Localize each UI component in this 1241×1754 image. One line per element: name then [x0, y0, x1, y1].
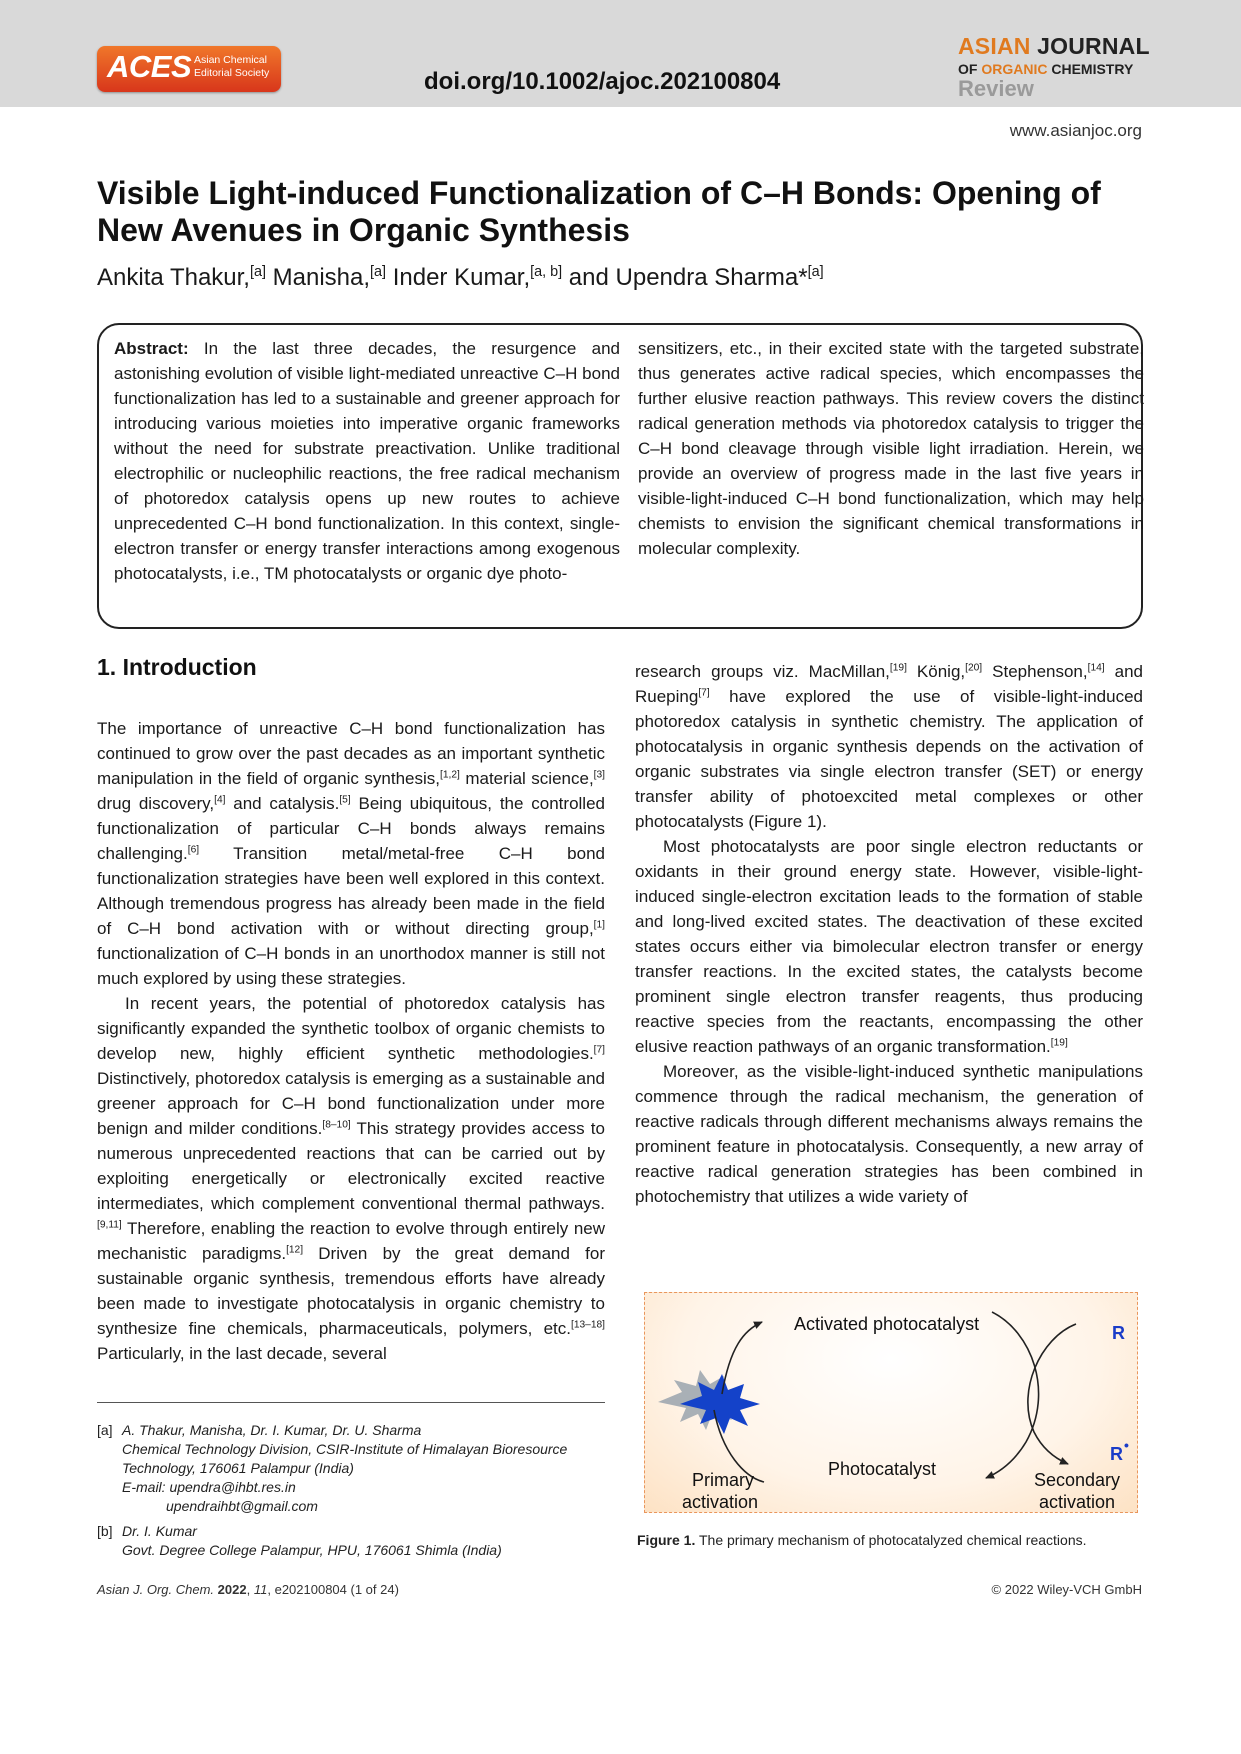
author-name: and Upendra Sharma* — [568, 264, 808, 291]
footer-volume: 11 — [253, 1582, 268, 1597]
doi-link[interactable]: doi.org/10.1002/ajoc.202100804 — [424, 68, 781, 95]
footnote-line[interactable]: upendraihbt@gmail.com — [166, 1498, 318, 1514]
footer-citation: Asian J. Org. Chem. 2022, 11, e202100804 (1 of 24) — [97, 1582, 399, 1597]
body-paragraph: Moreover, as the visible-light-induced synthetic manipulations commence through the radical mechanism, the generation of reactive radicals through different mechanisms always remains the prominent feature in photocatalysis. Consequently, a new array of reactive radical generation strategies has been combined in photochemistry that utilizes a wide variety of — [635, 1062, 1143, 1206]
article-type: Review — [958, 76, 1034, 101]
author-affiliation-marker: [a] — [807, 264, 824, 280]
label-photocatalyst: Photocatalyst — [828, 1459, 937, 1479]
affiliation-footnote — [97, 1522, 605, 1560]
light-burst-blue-icon — [680, 1374, 760, 1434]
journal-word-of: OF — [958, 61, 978, 77]
citation-ref[interactable]: [5] — [339, 794, 351, 806]
author-affiliation-marker: [a] — [370, 264, 387, 280]
citation-ref[interactable]: [8–10] — [322, 1119, 351, 1131]
citation-ref[interactable]: [13–18] — [571, 1319, 605, 1331]
footnote-tag: [b] — [97, 1523, 113, 1539]
affiliation-footnotes — [97, 1421, 605, 1566]
figure-1-diagram — [644, 1292, 1138, 1513]
aces-logo-subtitle — [194, 54, 269, 80]
journal-word-asian: ASIAN — [958, 33, 1031, 59]
author-name: Inder Kumar, — [392, 264, 531, 291]
label-secondary-activation: activation — [1039, 1492, 1116, 1512]
citation-ref[interactable]: [9,11] — [97, 1219, 122, 1231]
footer-journal: Asian J. Org. Chem. — [97, 1582, 215, 1597]
footer-year: 2022 — [217, 1582, 247, 1597]
footnote-line: Chemical Technology Division, CSIR-Institute of Himalayan Bioresource Technology, 176061 Palampur (India) — [122, 1441, 568, 1476]
figure-caption-label: Figure 1. — [637, 1532, 696, 1548]
citation-ref[interactable]: [1] — [593, 919, 605, 931]
author-name: Manisha, — [272, 264, 371, 291]
author-name: Ankita Thakur, — [97, 264, 250, 291]
footnote-line: Dr. I. Kumar — [122, 1523, 197, 1539]
aces-subtitle-line2: Editorial Society — [194, 67, 270, 79]
citation-ref[interactable]: [6] — [187, 844, 200, 856]
body-right-column — [635, 659, 1143, 1209]
label-primary-activation: activation — [682, 1492, 759, 1512]
journal-url[interactable]: www.asianjoc.org — [1009, 121, 1142, 140]
citation-ref[interactable]: [7] — [593, 1044, 605, 1056]
article-title: Visible Light-induced Functionalization of C–H Bonds: Opening of New Avenues in Organic Synthesis — [97, 175, 1101, 248]
excitation-arrow — [722, 1322, 762, 1394]
substrate-arc — [1028, 1324, 1076, 1464]
citation-ref[interactable]: [4] — [214, 794, 226, 806]
section-heading-introduction: 1. Introduction — [97, 654, 257, 680]
author-list — [97, 264, 824, 292]
footnote-line: A. Thakur, Manisha, Dr. I. Kumar, Dr. U. Sharma — [122, 1422, 422, 1438]
figure-caption-text: The primary mechanism of photocatalyzed chemical reactions. — [699, 1532, 1087, 1548]
journal-word-journal: JOURNAL — [1037, 33, 1150, 59]
abstract-label: Abstract: — [114, 339, 189, 358]
footnote-line[interactable]: E-mail: upendra@ihbt.res.in — [122, 1479, 296, 1495]
label-secondary: Secondary — [1034, 1470, 1121, 1490]
footnote-divider — [97, 1402, 605, 1403]
citation-ref[interactable]: [14] — [1087, 662, 1105, 674]
body-paragraph: Most photocatalysts are poor single electron reductants or oxidants in their ground energy state. However, visible-light-induced single-electron excitation leads to the formation of stable and long-lived excited states. The deactivation of these excited states occurs either via bimolecular electron transfer or energy transfer reactions. In the excited states, the catalysts become prominent single electron transfer reagents, thus producing reactive species from the reactants, encompassing the other elusive reaction pathways of an organic transformation.[19] — [635, 837, 1143, 1056]
body-left-column — [97, 716, 605, 1366]
label-activated-photocatalyst: Activated photocatalyst — [794, 1314, 980, 1334]
journal-word-organic: ORGANIC — [981, 61, 1048, 77]
label-R: R — [1112, 1323, 1125, 1343]
label-primary: Primary — [692, 1470, 754, 1490]
body-paragraph: research groups viz. MacMillan,[19] König,[20] Stephenson,[14] and Rueping[7] have explored the use of visible-light-induced photoredox catalysis in synthetic chemistry. The application of photocatalysis in organic synthesis depends on the activation of organic substrates via single electron transfer (SET) or energy transfer ability of photoexcited metal complexes or other photocatalysts (Figure 1). — [635, 662, 1143, 831]
citation-ref[interactable]: [7] — [698, 687, 710, 699]
footnote-tag: [a] — [97, 1422, 113, 1438]
citation-ref[interactable]: [1,2] — [440, 769, 460, 781]
abstract-right-column: sensitizers, etc., in their excited state with the targeted substrate, thus generates active radical species, which encompasses the further elusive reaction pathways. This review covers the distinct radical generation methods via photoredox catalysis to trigger the C–H bond cleavage through visible light irradiation. Herein, we provide an overview of progress made in the last five years in visible-light-induced C–H bond functionalization, which may help chemists to envision the significant chemical transformations in molecular complexity. — [638, 339, 1144, 558]
author-affiliation-marker: [a] — [249, 264, 266, 280]
citation-ref[interactable]: [20] — [965, 662, 983, 674]
figure-1-caption — [637, 1532, 1087, 1548]
abstract-text-left: In the last three decades, the resurgence and astonishing evolution of visible light-mediated unreactive C–H bond functionalization has led to a sustainable and greener approach for introducing various moieties into imperative organic frameworks without the need for substrate preactivation. Unlike traditional electrophilic or nucleophilic reactions, the free radical mechanism of photoredox catalysis opens up new routes to achieve unprecedented C–H bond functionalization. In this context, single-electron transfer or energy transfer interactions among exogenous photocatalysts, i.e., TM photocatalysts or organic dye photo- — [114, 339, 620, 583]
journal-logo-line1 — [958, 33, 1150, 60]
citation-ref[interactable]: [3] — [593, 769, 605, 781]
aces-logo[interactable] — [97, 46, 281, 92]
citation-ref[interactable]: [12] — [286, 1244, 304, 1256]
aces-subtitle-line1: Asian Chemical — [194, 54, 267, 66]
affiliation-footnote — [97, 1421, 605, 1516]
abstract-left-column — [114, 336, 620, 586]
body-paragraph: The importance of unreactive C–H bond functionalization has continued to grow over the past decades as an important synthetic manipulation in the field of organic synthesis,[1,2] material science,[3] drug discovery,[4] and catalysis.[5] Being ubiquitous, the controlled functionalization of particular C–H bonds always remains challenging.[6] Transition metal/metal-free C–H bond functionalization strategies have been well explored in this context. Although tremendous progress has already been made in the field of C–H bond activation with or without directing group,[1] functionalization of C–H bonds in an unorthodox manner is still not much explored by using these strategies. — [97, 719, 605, 988]
footer-copyright: © 2022 Wiley-VCH GmbH — [991, 1582, 1142, 1597]
catalyst-cycle-right-arc — [986, 1312, 1039, 1478]
footer-article-number: e202100804 (1 of 24) — [274, 1582, 399, 1597]
journal-logo-line2 — [958, 61, 1133, 77]
label-R-radical: R — [1110, 1444, 1123, 1464]
aces-logo-text: ACES — [107, 49, 192, 84]
author-affiliation-marker: [a, b] — [530, 264, 563, 280]
citation-ref[interactable]: [19] — [889, 662, 907, 674]
footnote-line: Govt. Degree College Palampur, HPU, 176061 Shimla (India) — [122, 1542, 502, 1558]
citation-ref[interactable]: [19] — [1050, 1037, 1068, 1049]
body-paragraph: In recent years, the potential of photoredox catalysis has significantly expanded the synthetic toolbox of organic chemists to develop new, highly efficient synthetic methodologies.[7] Distinctively, photoredox catalysis is emerging as a sustainable and greener approach for C–H bond functionalization under more benign and milder conditions.[8–10] This strategy provides access to numerous unprecedented reactions that can be carried out by exploiting energetically or electronically excited reactive intermediates, which complement conventional thermal pathways.[9,11] Therefore, enabling the reaction to evolve through entirely new mechanistic paradigms.[12] Driven by the great demand for sustainable organic synthesis, tremendous efforts have already been made to investigate photocatalysis in organic chemistry to synthesize fine chemicals, pharmaceuticals, polymers, etc.[13–18] Particularly, in the last decade, several — [97, 994, 605, 1363]
label-R-radical-dot: • — [1124, 1437, 1129, 1453]
journal-word-chemistry: CHEMISTRY — [1051, 61, 1134, 77]
